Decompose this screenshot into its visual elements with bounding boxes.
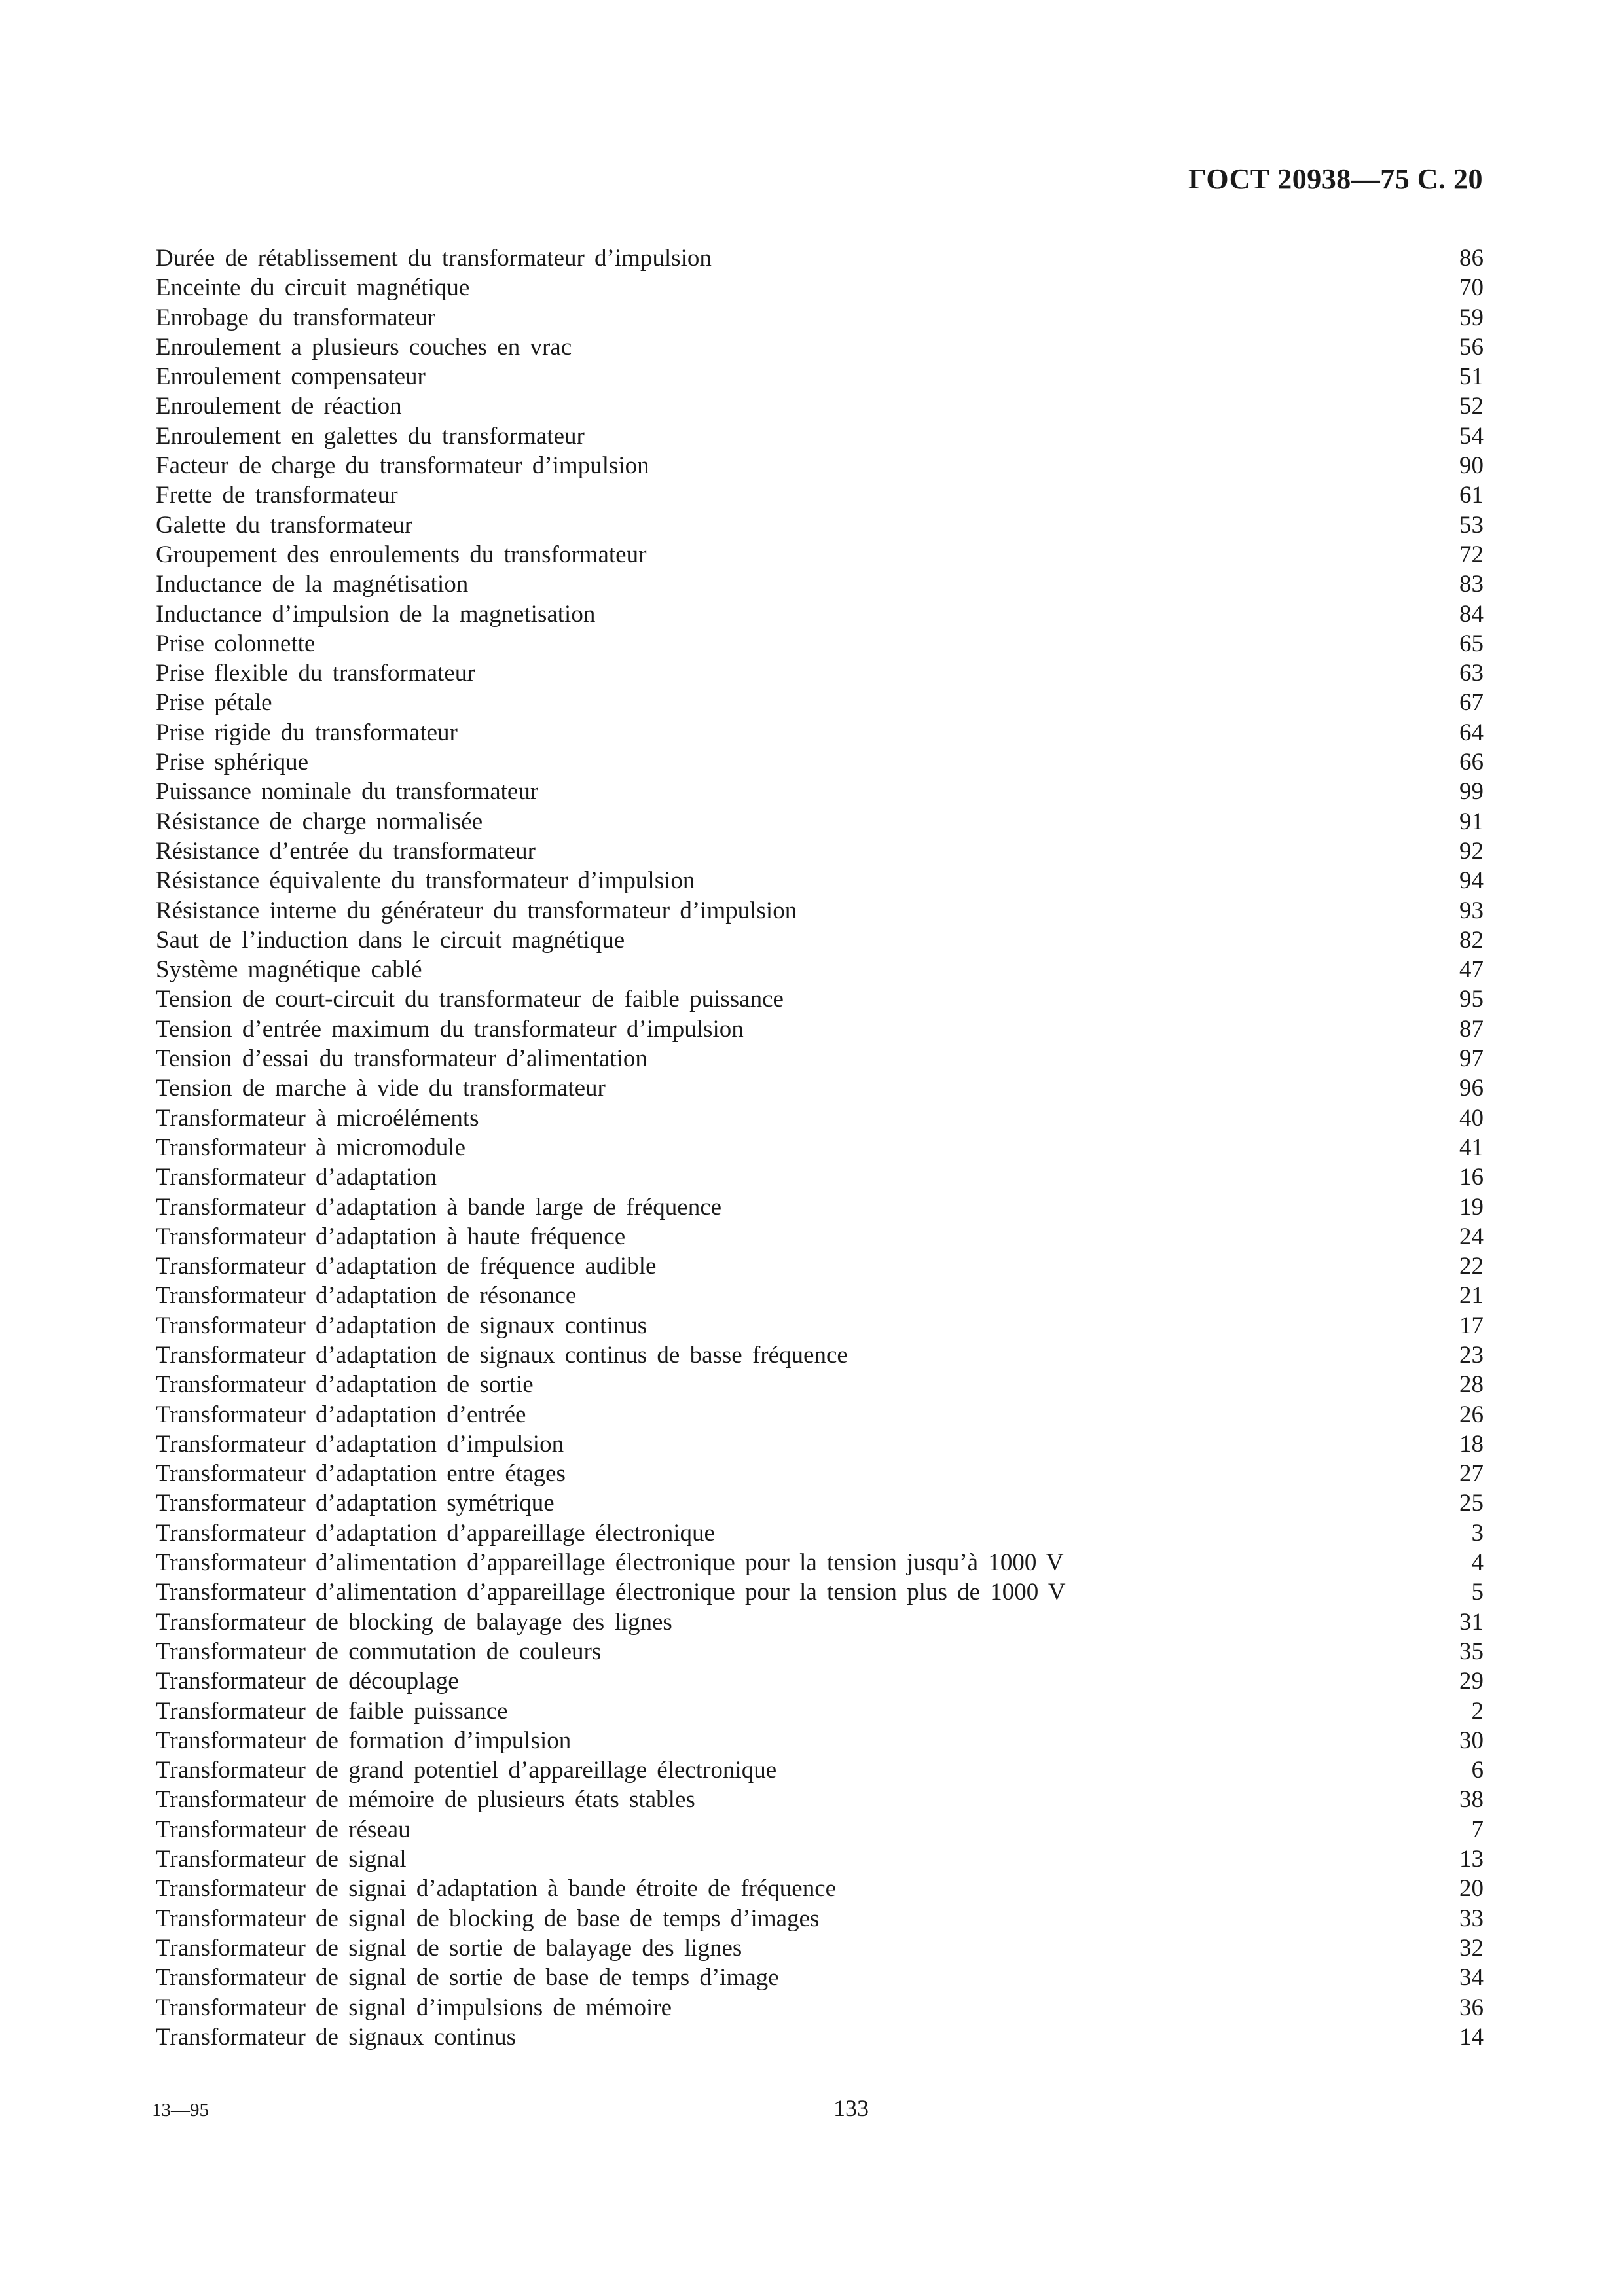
index-number: 33 — [1459, 1905, 1484, 1932]
index-entry — [156, 1726, 1484, 1755]
index-number: 51 — [1459, 363, 1484, 391]
index-entry — [156, 658, 1484, 688]
index-term: Transformateur de signaux continus — [156, 2023, 516, 2051]
index-entry — [156, 1193, 1484, 1222]
index-entry — [156, 836, 1484, 866]
index-entry — [156, 1993, 1484, 2022]
index-entry — [156, 866, 1484, 895]
index-term: Enroulement a plusieurs couches en vrac — [156, 333, 572, 361]
index-number: 90 — [1459, 452, 1484, 480]
index-term: Enroulement de réaction — [156, 393, 402, 420]
index-number: 91 — [1459, 808, 1484, 835]
index-entry — [156, 1904, 1484, 1933]
index-term: Inductance d’impulsion de la magnetisation — [156, 600, 596, 628]
index-number: 86 — [1459, 245, 1484, 272]
index-number: 41 — [1459, 1134, 1484, 1161]
index-term: Transformateur d’adaptation de signaux continus de basse fréquence — [156, 1341, 848, 1369]
index-term: Transformateur d’adaptation de fréquence audible — [156, 1253, 657, 1280]
page-number: 133 — [833, 2095, 869, 2121]
index-term: Transformateur d’adaptation d’impulsion — [156, 1430, 564, 1458]
index-number: 97 — [1459, 1045, 1484, 1073]
index-term: Système magnétique cablé — [156, 956, 422, 984]
index-term: Transformateur d’adaptation de signaux continus — [156, 1312, 647, 1339]
index-term: Transformateur d’adaptation à bande large de fréquence — [156, 1193, 722, 1221]
index-entry — [156, 2022, 1484, 2052]
index-number: 36 — [1459, 1994, 1484, 2021]
index-entry — [156, 1933, 1484, 1963]
index-term: Transformateur de faible puissance — [156, 1697, 508, 1725]
index-entry — [156, 1103, 1484, 1133]
index-number: 65 — [1459, 630, 1484, 657]
index-number: 24 — [1459, 1223, 1484, 1250]
index-number: 17 — [1459, 1312, 1484, 1339]
index-entry — [156, 777, 1484, 806]
index-number: 84 — [1459, 600, 1484, 628]
index-entry — [156, 1400, 1484, 1429]
index-term: Transformateur d’adaptation d’entrée — [156, 1401, 526, 1428]
index-number: 6 — [1471, 1757, 1484, 1784]
index-entry — [156, 1755, 1484, 1785]
index-term: Transformateur d’adaptation — [156, 1164, 437, 1191]
index-number: 20 — [1459, 1875, 1484, 1903]
index-term: Enceinte du circuit magnétique — [156, 274, 470, 302]
index-number: 14 — [1459, 2023, 1484, 2051]
index-entry — [156, 451, 1484, 480]
index-number: 16 — [1459, 1164, 1484, 1191]
index-entry — [156, 1785, 1484, 1814]
index-term: Transformateur de mémoire de plusieurs états stables — [156, 1786, 695, 1814]
index-term: Transformateur de signal de blocking de base de temps d’images — [156, 1905, 820, 1932]
index-entry — [156, 718, 1484, 747]
index-number: 99 — [1459, 778, 1484, 806]
index-entry — [156, 391, 1484, 421]
index-number: 61 — [1459, 482, 1484, 509]
page-header: ГОСТ 20938—75 С. 20 — [1188, 163, 1483, 195]
index-term: Groupement des enroulements du transformateur — [156, 541, 647, 568]
index-entry — [156, 1963, 1484, 1992]
index-number: 5 — [1471, 1579, 1484, 1606]
index-term: Prise pétale — [156, 689, 272, 717]
index-term: Enroulement compensateur — [156, 363, 426, 391]
index-entry — [156, 1340, 1484, 1370]
index-term: Résistance de charge normalisée — [156, 808, 483, 835]
index-number: 53 — [1459, 511, 1484, 539]
index-number: 29 — [1459, 1668, 1484, 1695]
index-entry — [156, 1370, 1484, 1399]
index-term: Résistance d’entrée du transformateur — [156, 837, 536, 865]
index-number: 70 — [1459, 274, 1484, 302]
index-number: 93 — [1459, 897, 1484, 924]
index-entry — [156, 747, 1484, 777]
index-number: 94 — [1459, 867, 1484, 895]
index-number: 4 — [1471, 1549, 1484, 1577]
index-term: Transformateur de signai d’adaptation à bande étroite de fréquence — [156, 1875, 837, 1903]
index-term: Transformateur de formation d’impulsion — [156, 1727, 572, 1754]
index-number: 66 — [1459, 749, 1484, 776]
index-term: Transformateur d’adaptation entre étages — [156, 1460, 566, 1488]
index-list — [156, 243, 1484, 2052]
index-term: Durée de rétablissement du transformateur d’impulsion — [156, 245, 712, 272]
index-number: 34 — [1459, 1964, 1484, 1992]
index-number: 2 — [1471, 1697, 1484, 1725]
index-number: 96 — [1459, 1075, 1484, 1102]
footer-code: 13—95 — [152, 2100, 209, 2121]
index-number: 3 — [1471, 1519, 1484, 1547]
index-term: Transformateur de signal de sortie de balayage des lignes — [156, 1934, 742, 1962]
index-entry — [156, 925, 1484, 955]
index-entry — [156, 1251, 1484, 1281]
index-entry — [156, 1696, 1484, 1726]
index-entry — [156, 480, 1484, 510]
index-entry — [156, 511, 1484, 540]
index-entry — [156, 569, 1484, 599]
index-entry — [156, 1014, 1484, 1044]
index-term: Résistance interne du générateur du transformateur d’impulsion — [156, 897, 797, 924]
index-number: 22 — [1459, 1253, 1484, 1280]
index-entry — [156, 1518, 1484, 1548]
index-entry — [156, 688, 1484, 717]
index-number: 47 — [1459, 956, 1484, 984]
index-number: 35 — [1459, 1638, 1484, 1665]
index-number: 54 — [1459, 422, 1484, 450]
index-number: 23 — [1459, 1341, 1484, 1369]
index-number: 13 — [1459, 1846, 1484, 1873]
index-entry — [156, 1666, 1484, 1696]
index-number: 56 — [1459, 333, 1484, 361]
index-number: 82 — [1459, 926, 1484, 954]
index-number: 40 — [1459, 1104, 1484, 1132]
index-entry — [156, 1577, 1484, 1607]
index-term: Transformateur d’adaptation de sortie — [156, 1371, 534, 1399]
index-term: Galette du transformateur — [156, 511, 413, 539]
index-entry — [156, 1133, 1484, 1162]
index-term: Transformateur de grand potentiel d’appareillage électronique — [156, 1757, 777, 1784]
index-number: 7 — [1471, 1816, 1484, 1843]
index-number: 28 — [1459, 1371, 1484, 1399]
index-term: Transformateur d’adaptation d’appareillage électronique — [156, 1519, 715, 1547]
index-number: 31 — [1459, 1608, 1484, 1636]
index-number: 52 — [1459, 393, 1484, 420]
index-term: Transformateur de commutation de couleurs — [156, 1638, 602, 1665]
index-term: Tension de court-circuit du transformateur de faible puissance — [156, 986, 784, 1013]
index-term: Tension d’entrée maximum du transformateur d’impulsion — [156, 1015, 744, 1043]
index-term: Transformateur d’adaptation de résonance — [156, 1282, 577, 1310]
index-number: 19 — [1459, 1193, 1484, 1221]
index-entry — [156, 1459, 1484, 1488]
index-term: Facteur de charge du transformateur d’impulsion — [156, 452, 649, 480]
index-term: Résistance équivalente du transformateur d’impulsion — [156, 867, 695, 895]
index-number: 92 — [1459, 837, 1484, 865]
index-term: Transformateur à micromodule — [156, 1134, 466, 1161]
index-entry — [156, 1073, 1484, 1103]
index-term: Transformateur d’adaptation à haute fréquence — [156, 1223, 626, 1250]
index-term: Transformateur de signal d’impulsions de mémoire — [156, 1994, 672, 2021]
index-entry — [156, 1044, 1484, 1073]
index-term: Saut de l’induction dans le circuit magnétique — [156, 926, 625, 954]
index-entry — [156, 1874, 1484, 1903]
index-term: Transformateur de signal de sortie de base de temps d’image — [156, 1964, 779, 1992]
index-entry — [156, 896, 1484, 925]
index-entry — [156, 332, 1484, 362]
index-entry — [156, 362, 1484, 391]
index-entry — [156, 1607, 1484, 1637]
index-entry — [156, 303, 1484, 332]
index-entry — [156, 1311, 1484, 1340]
index-entry — [156, 1222, 1484, 1251]
index-number: 25 — [1459, 1490, 1484, 1517]
index-term: Frette de transformateur — [156, 482, 398, 509]
index-term: Transformateur d’alimentation d’appareillage électronique pour la tension jusqu’à 1000 V — [156, 1549, 1064, 1577]
index-entry — [156, 1844, 1484, 1874]
index-term: Enroulement en galettes du transformateur — [156, 422, 585, 450]
index-term: Prise flexible du transformateur — [156, 660, 475, 687]
index-entry — [156, 1429, 1484, 1459]
index-number: 95 — [1459, 986, 1484, 1013]
index-entry — [156, 1281, 1484, 1310]
index-number: 67 — [1459, 689, 1484, 717]
index-term: Transformateur de réseau — [156, 1816, 410, 1843]
index-term: Transformateur d’adaptation symétrique — [156, 1490, 555, 1517]
index-entry — [156, 1162, 1484, 1192]
index-term: Tension de marche à vide du transformateur — [156, 1075, 606, 1102]
index-entry — [156, 600, 1484, 629]
index-number: 18 — [1459, 1430, 1484, 1458]
index-number: 30 — [1459, 1727, 1484, 1754]
index-term: Tension d’essai du transformateur d’alimentation — [156, 1045, 647, 1073]
index-entry — [156, 422, 1484, 451]
index-number: 59 — [1459, 304, 1484, 331]
index-entry — [156, 955, 1484, 984]
index-entry — [156, 807, 1484, 836]
index-entry — [156, 1637, 1484, 1666]
index-entry — [156, 540, 1484, 569]
index-entry — [156, 1815, 1484, 1844]
index-number: 64 — [1459, 719, 1484, 746]
index-term: Transformateur de blocking de balayage des lignes — [156, 1608, 672, 1636]
index-term: Prise sphérique — [156, 749, 309, 776]
index-number: 21 — [1459, 1282, 1484, 1310]
index-term: Prise rigide du transformateur — [156, 719, 458, 746]
index-number: 27 — [1459, 1460, 1484, 1488]
index-number: 87 — [1459, 1015, 1484, 1043]
index-entry — [156, 984, 1484, 1014]
index-number: 72 — [1459, 541, 1484, 568]
index-term: Transformateur d’alimentation d’appareillage électronique pour la tension plus de 1000 V — [156, 1579, 1066, 1606]
index-entry — [156, 273, 1484, 302]
index-term: Transformateur de découplage — [156, 1668, 459, 1695]
index-number: 63 — [1459, 660, 1484, 687]
index-number: 83 — [1459, 571, 1484, 598]
index-term: Puissance nominale du transformateur — [156, 778, 539, 806]
index-entry — [156, 629, 1484, 658]
index-term: Transformateur de signal — [156, 1846, 407, 1873]
index-entry — [156, 1488, 1484, 1518]
index-entry — [156, 1548, 1484, 1577]
index-number: 26 — [1459, 1401, 1484, 1428]
index-entry — [156, 243, 1484, 273]
index-term: Inductance de la magnétisation — [156, 571, 469, 598]
index-number: 38 — [1459, 1786, 1484, 1814]
index-term: Prise colonnette — [156, 630, 316, 657]
index-term: Transformateur à microéléments — [156, 1104, 479, 1132]
index-number: 32 — [1459, 1934, 1484, 1962]
index-term: Enrobage du transformateur — [156, 304, 436, 331]
